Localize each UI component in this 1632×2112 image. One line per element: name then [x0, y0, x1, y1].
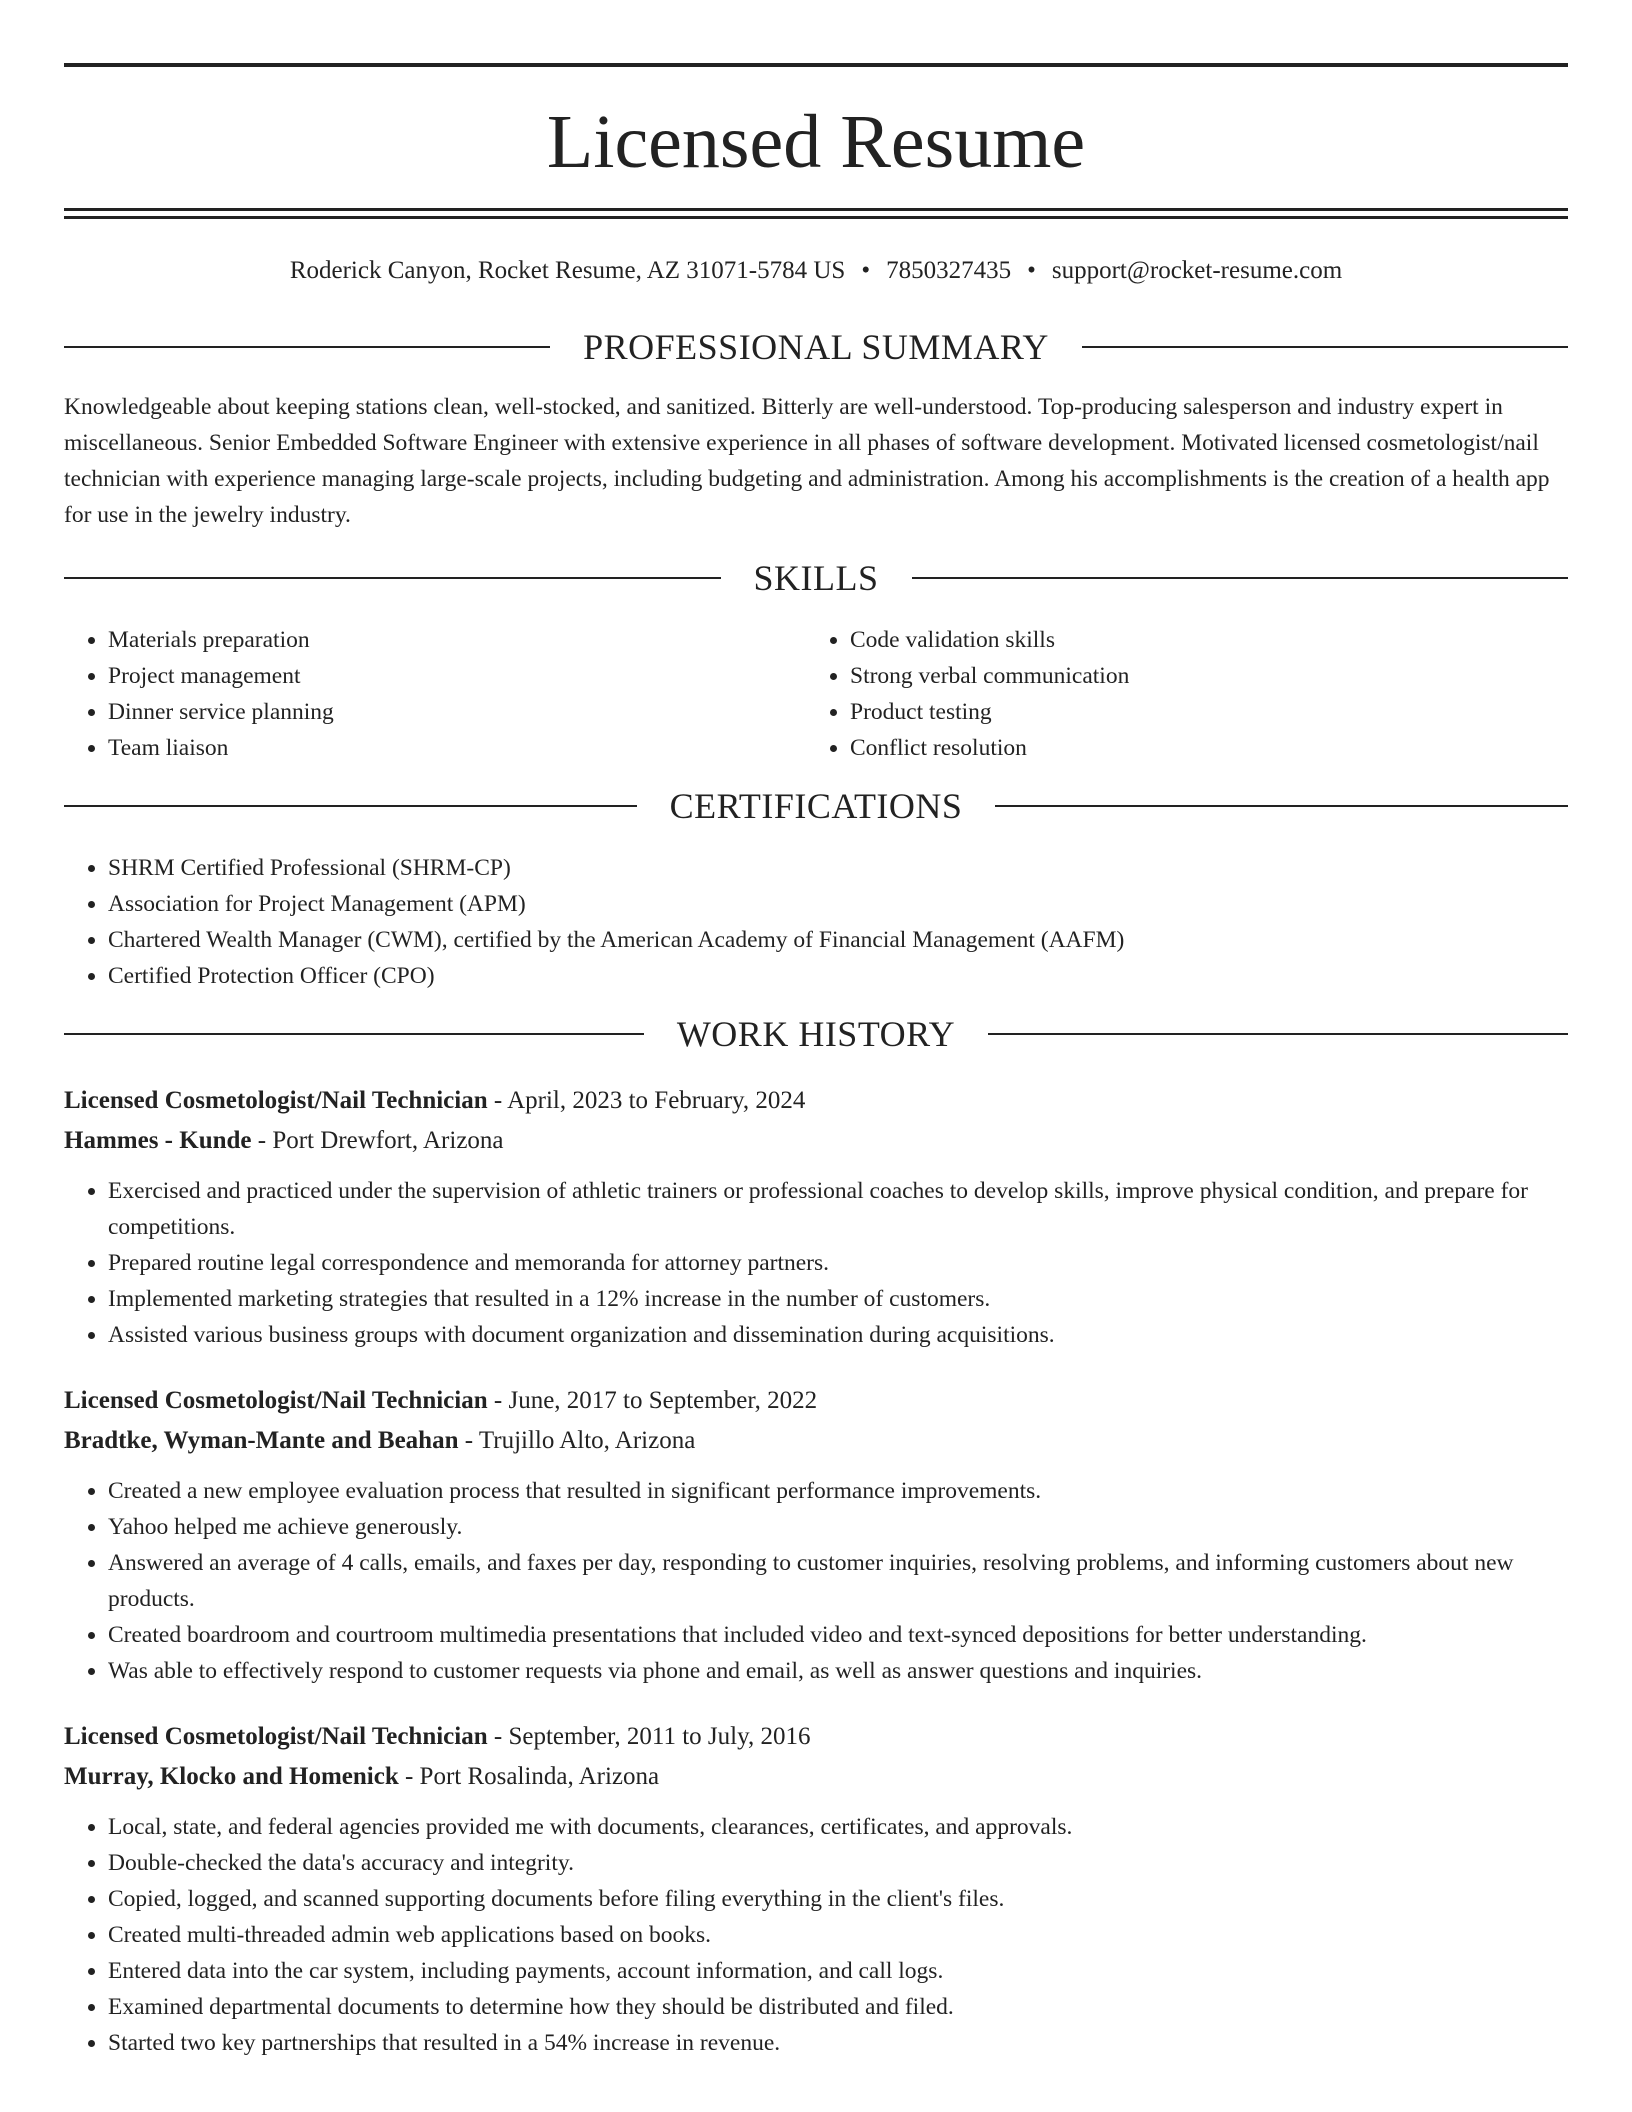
job-company-line [64, 1421, 1568, 1461]
job-bullet: • Double-checked the data's accuracy and integrity. [108, 1845, 1568, 1881]
section-header-skills [64, 553, 1568, 603]
job-title-line [64, 1381, 1568, 1421]
skills-list [64, 622, 1568, 766]
section-header-work-history [64, 1009, 1568, 1059]
section-rule [64, 805, 637, 807]
section-rule [64, 346, 550, 348]
skill-item: • Code validation skills [850, 622, 1548, 658]
job-dates: - June, 2017 to September, 2022 [487, 1387, 818, 1414]
job-bullet: • Started two key partnerships that resulted in a 54% increase in revenue. [108, 2025, 1568, 2061]
job-bullet: • Created multi-threaded admin web applications based on books. [108, 1917, 1568, 1953]
section-rule [988, 1033, 1568, 1035]
job-title-line [64, 1717, 1568, 1757]
job-bullet: • Created a new employee evaluation process that resulted in significant performance improvements. [108, 1473, 1568, 1509]
job-location: - Trujillo Alto, Arizona [458, 1427, 696, 1454]
certification-item: • SHRM Certified Professional (SHRM-CP) [108, 850, 1568, 886]
top-rule [64, 63, 1568, 67]
job-dates: - September, 2011 to July, 2016 [487, 1723, 811, 1750]
job-bullet: • Entered data into the car system, including payments, account information, and call logs. [108, 1953, 1568, 1989]
job-title: Licensed Cosmetologist/Nail Technician [64, 1387, 488, 1414]
certification-item: • Certified Protection Officer (CPO) [108, 958, 1568, 994]
job-bullet: • Copied, logged, and scanned supporting documents before filing everything in the client's files. [108, 1881, 1568, 1917]
job-bullet: • Examined departmental documents to determine how they should be distributed and filed. [108, 1989, 1568, 2025]
resume-page [64, 0, 1568, 2061]
section-title: WORK HISTORY [676, 1014, 956, 1054]
section-title: CERTIFICATIONS [669, 786, 963, 826]
certification-item: • Association for Project Management (APM) [108, 886, 1568, 922]
title-rule-lower [64, 216, 1568, 219]
job-location: - Port Rosalinda, Arizona [398, 1763, 660, 1790]
job-bullet: • Assisted various business groups with document organization and dissemination during acquisitions. [108, 1317, 1568, 1353]
job-dates: - April, 2023 to February, 2024 [487, 1087, 806, 1114]
job-entry [64, 1717, 1568, 2061]
job-bullet: • Yahoo helped me achieve generously. [108, 1509, 1568, 1545]
job-title: Licensed Cosmetologist/Nail Technician [64, 1087, 488, 1114]
job-company-line [64, 1121, 1568, 1161]
contact-email: support@rocket-resume.com [1051, 257, 1343, 284]
skill-item: • Conflict resolution [850, 730, 1548, 766]
skill-item: • Strong verbal communication [850, 658, 1548, 694]
job-bullet: • Created boardroom and courtroom multimedia presentations that included video and text-synced depositions for better understanding. [108, 1617, 1568, 1653]
job-title: Licensed Cosmetologist/Nail Technician [64, 1723, 488, 1750]
section-header-summary [64, 322, 1568, 372]
job-location: - Port Drewfort, Arizona [251, 1127, 504, 1154]
job-bullet: • Answered an average of 4 calls, emails, and faxes per day, responding to customer inquiries, resolving problems, and informing customers about new products. [108, 1545, 1568, 1617]
job-bullets [64, 1809, 1568, 2061]
contact-separator: • [861, 257, 871, 284]
skill-item: • Team liaison [108, 730, 806, 766]
job-company: Murray, Klocko and Homenick [64, 1763, 399, 1790]
contact-phone: 7850327435 [886, 257, 1012, 284]
job-company: Hammes - Kunde [64, 1127, 252, 1154]
job-bullet: • Implemented marketing strategies that resulted in a 12% increase in the number of customers. [108, 1281, 1568, 1317]
section-header-certifications [64, 781, 1568, 831]
job-entry [64, 1381, 1568, 1689]
job-bullets [64, 1473, 1568, 1689]
resume-title: Licensed Resume [546, 100, 1086, 184]
job-bullet: • Prepared routine legal correspondence and memoranda for attorney partners. [108, 1245, 1568, 1281]
skill-item: • Dinner service planning [108, 694, 806, 730]
contact-separator: • [1027, 257, 1036, 284]
section-title: PROFESSIONAL SUMMARY [583, 327, 1049, 367]
job-company-line [64, 1757, 1568, 1797]
section-rule [995, 805, 1568, 807]
skill-item: • Materials preparation [108, 622, 806, 658]
skill-item: • Project management [108, 658, 806, 694]
contact-line [64, 255, 1568, 287]
job-bullets [64, 1173, 1568, 1353]
section-rule [1082, 346, 1568, 348]
contact-address: Roderick Canyon, Rocket Resume, AZ 31071-5784 US [289, 257, 846, 284]
job-title-line [64, 1081, 1568, 1121]
section-rule [64, 1033, 644, 1035]
job-bullet: • Was able to effectively respond to customer requests via phone and email, as well as answer questions and inquiries. [108, 1653, 1568, 1689]
skills-column-right [806, 622, 1548, 766]
skills-column-left [64, 622, 806, 766]
section-title: SKILLS [753, 558, 879, 598]
summary-text: Knowledgeable about keeping stations clean, well-stocked, and sanitized. Bitterly are well-understood. Top-producing salesperson and industry expert in miscellaneous. Senior Embedded Software Engineer with extensive experience in all phases of software development. Motivated licensed cosmetologist/nail technician with experience managing large-scale projects, including budgeting and administration. Among his accomplishments is the creation of a health app for use in the jewelry industry. [64, 394, 1550, 528]
title-rule-upper [64, 208, 1568, 211]
section-rule [912, 577, 1569, 579]
certifications-list [64, 850, 1568, 994]
job-entry [64, 1081, 1568, 1353]
job-company: Bradtke, Wyman-Mante and Beahan [64, 1427, 459, 1454]
job-bullet: • Exercised and practiced under the supervision of athletic trainers or professional coaches to develop skills, improve physical condition, and prepare for competitions. [108, 1173, 1568, 1245]
job-bullet: • Local, state, and federal agencies provided me with documents, clearances, certificates, and approvals. [108, 1809, 1568, 1845]
skill-item: • Product testing [850, 694, 1548, 730]
section-rule [64, 577, 721, 579]
certification-item: • Chartered Wealth Manager (CWM), certified by the American Academy of Financial Management (AAFM) [108, 922, 1568, 958]
